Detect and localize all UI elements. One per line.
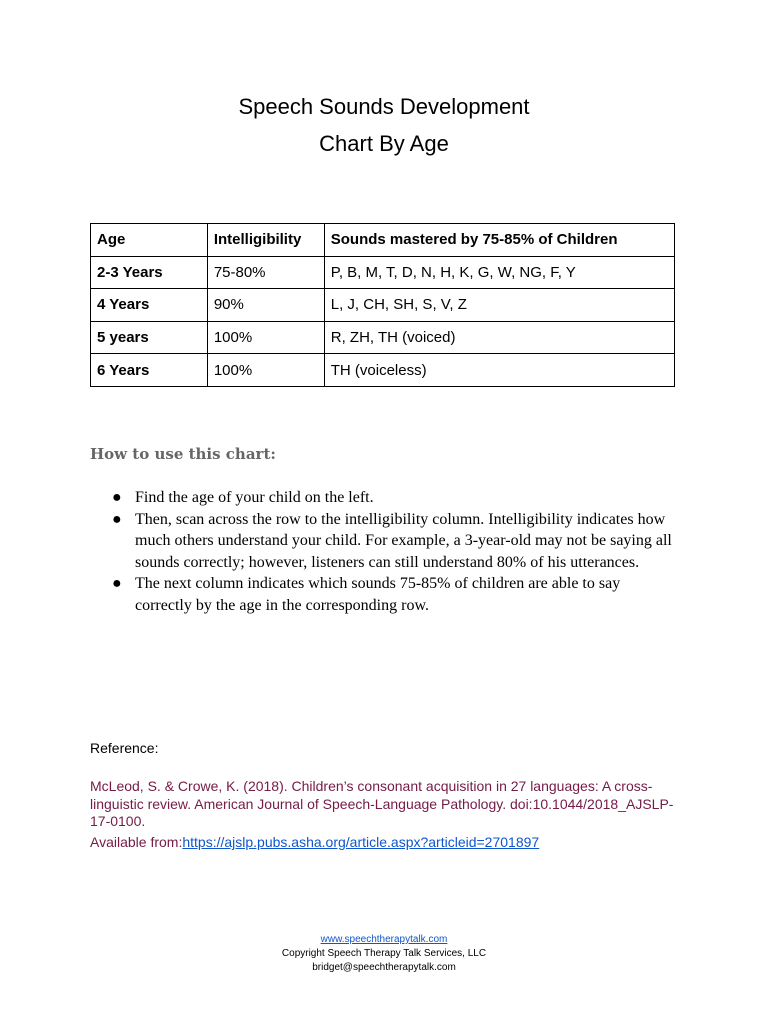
list-item-text: Then, scan across the row to the intelligibility column. Intelligibility indicates how much others understand your child. For example, a 3-year-old may not be saying all sounds correctly; however, listeners can still understand 80% of his utterances. [135, 510, 672, 571]
available-from [90, 834, 539, 850]
available-label: Available from: [90, 834, 183, 850]
reference-citation: McLeod, S. & Crowe, K. (2018). Children’s consonant acquisition in 27 languages: A cross-linguistic review. American Journal of Speech-Language Pathology. doi:10.1044/2018_AJSLP-17-0100. [90, 778, 674, 829]
footer-email: bridget@speechtherapytalk.com [312, 962, 456, 973]
sounds-cell: P, B, M, T, D, N, H, K, G, W, NG, F, Y [324, 256, 674, 289]
sounds-cell: TH (voiceless) [324, 354, 674, 387]
list-item-text: Find the age of your child on the left. [135, 489, 374, 506]
list-item [90, 487, 680, 509]
age-cell: 2-3 Years [91, 256, 208, 289]
table-row [91, 321, 675, 354]
how-to-heading: How to use this chart: [90, 445, 276, 463]
bullet-icon: ● [112, 510, 122, 528]
bullet-icon: ● [112, 575, 122, 592]
table-header-row [91, 224, 675, 257]
footer-website [0, 933, 768, 947]
age-cell: 6 Years [91, 354, 208, 387]
reference-label: Reference: [90, 740, 159, 756]
article-link[interactable]: https://ajslp.pubs.asha.org/article.aspx?articleid=2701897 [182, 834, 540, 850]
table-row [91, 256, 675, 289]
list-item [90, 509, 680, 574]
website-link[interactable]: www.speechtherapytalk.com [320, 934, 448, 945]
column-header-intelligibility: Intelligibility [207, 224, 324, 257]
bullet-icon: ● [112, 489, 122, 506]
table-row [91, 289, 675, 322]
intelligibility-cell: 100% [207, 321, 324, 354]
intelligibility-cell: 90% [207, 289, 324, 322]
list-item-text: The next column indicates which sounds 75-85% of children are able to say correctly by the age in the corresponding row. [135, 575, 621, 614]
table-row [91, 354, 675, 387]
footer-copyright: Copyright Speech Therapy Talk Services, LLC [281, 948, 487, 959]
intelligibility-cell: 100% [207, 354, 324, 387]
page-title-line-2: Chart By Age [319, 131, 449, 156]
column-header-age: Age [91, 224, 208, 257]
intelligibility-cell: 75-80% [207, 256, 324, 289]
column-header-sounds: Sounds mastered by 75-85% of Children [324, 224, 674, 257]
sounds-cell: R, ZH, TH (voiced) [324, 321, 674, 354]
age-cell: 4 Years [91, 289, 208, 322]
list-item [90, 573, 680, 616]
speech-sounds-table [90, 223, 675, 387]
age-cell: 5 years [91, 321, 208, 354]
page-title-line-1: Speech Sounds Development [238, 94, 530, 119]
sounds-cell: L, J, CH, SH, S, V, Z [324, 289, 674, 322]
instructions-list [90, 487, 680, 616]
